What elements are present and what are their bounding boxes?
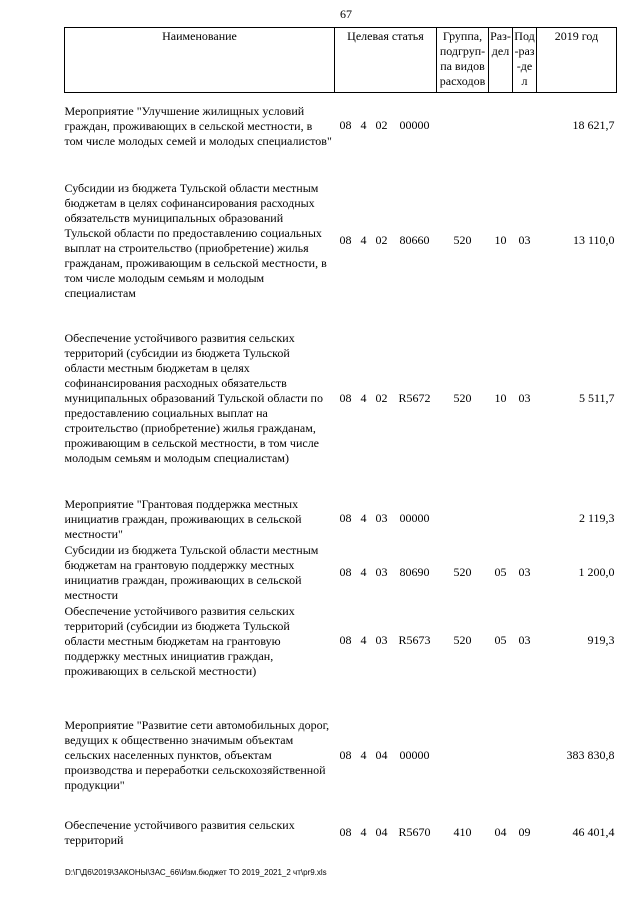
row-target-event: 02 (375, 232, 388, 247)
header-name: Наименование (65, 28, 335, 93)
row-name: Мероприятие "Улучшение жилищных условий граждан, проживающих в сельской местности, в том числе молодых семей и молодых специалистов" (64, 103, 332, 148)
row-amount: 919,3 (587, 633, 615, 647)
row-target-subprogram: 4 (360, 564, 367, 579)
header-subsection: Под-раз-дел (513, 28, 537, 93)
row-amount: 13 110,0 (572, 232, 615, 247)
row-target-event: 04 (375, 825, 388, 839)
row-amount: 18 621,7 (572, 118, 615, 133)
row-target-subprogram: 4 (360, 633, 367, 647)
row-target-event: 02 (375, 390, 388, 405)
row-section (489, 496, 513, 542)
row-section (489, 93, 513, 159)
page-number: 67 (340, 7, 352, 21)
table-row (65, 813, 617, 853)
row-group: 520 (453, 633, 472, 647)
row-group: 520 (453, 564, 472, 579)
row-section: 10 (494, 390, 507, 405)
table-row (65, 322, 617, 496)
row-target-program: 08 (339, 825, 352, 839)
row-subsection (513, 496, 537, 542)
row-target-program: 08 (339, 390, 352, 405)
table-row (65, 93, 617, 159)
row-target-subprogram: 4 (360, 118, 367, 133)
file-path-footer: D:\Г\Д6\2019\ЗАКОНЫ\ЗАС_66\Изм.бюджет ТО 2019_2021_2 чт\pr9.xls (65, 868, 327, 877)
row-name: Субсидии из бюджета Тульской области местным бюджетам в целях софинансирования расходных обязательств муниципальных образований Тульской области по предоставлению социальных выплат на строительство (приобретение) жилья гражданам, проживающим в сельской местности, в том числе молодым семьям и молодым специалистам (64, 180, 327, 300)
row-target-program: 08 (339, 232, 352, 247)
row-group (437, 496, 489, 542)
row-target-subprogram: 4 (360, 232, 367, 247)
row-amount: 46 401,4 (572, 825, 615, 839)
header-year: 2019 год (537, 28, 617, 93)
row-subsection: 09 (518, 825, 531, 839)
row-target-code: 80660 (399, 232, 430, 247)
row-name: Субсидии из бюджета Тульской области местным бюджетам на грантовую поддержку местных инициатив граждан, проживающих в сельской местности (64, 542, 319, 602)
row-name: Обеспечение устойчивого развития сельских территорий (субсидии из бюджета Тульской области местным бюджетам на грантовую поддержку местных инициатив граждан, проживающих в сельской местности) (64, 603, 295, 678)
row-section (489, 698, 513, 813)
row-group: 520 (453, 232, 472, 247)
row-name: Обеспечение устойчивого развития сельских территорий (субсидии из бюджета Тульской области местным бюджетам в целях софинансирования расходных обязательств муниципальных образований Тульской области по предоставлению социальных выплат на строительство (приобретение) жилья гражданам, проживающим в сельской местности, в том числе молодым семьям и молодым специалистам) (64, 331, 323, 465)
row-target-code: R5670 (398, 825, 431, 839)
table-body (65, 93, 617, 853)
row-target-code: R5672 (398, 390, 431, 405)
row-name: Мероприятие "Грантовая поддержка местных инициатив граждан, проживающих в сельской местности" (64, 496, 302, 541)
row-amount: 383 830,8 (566, 747, 615, 762)
row-section: 05 (494, 633, 507, 647)
row-subsection: 03 (518, 232, 531, 247)
row-target-program: 08 (339, 633, 352, 647)
row-section: 10 (494, 232, 507, 247)
row-section: 04 (494, 825, 507, 839)
row-target-subprogram: 4 (360, 747, 367, 762)
row-subsection: 03 (518, 633, 531, 647)
row-target-event: 03 (375, 564, 388, 579)
row-target-subprogram: 4 (360, 825, 367, 839)
header-target: Целевая статья (335, 28, 437, 93)
row-target-program: 08 (339, 747, 352, 762)
row-amount: 5 511,7 (578, 390, 615, 405)
table-row (65, 542, 617, 603)
table-row (65, 603, 617, 698)
row-target-code: 00000 (399, 747, 430, 762)
row-group (437, 93, 489, 159)
row-target-event: 02 (375, 118, 388, 133)
row-amount: 2 119,3 (578, 511, 615, 525)
budget-table (64, 27, 617, 853)
header-section: Раз-дел (489, 28, 513, 93)
table-row (65, 698, 617, 813)
row-target-event: 04 (375, 747, 388, 762)
row-subsection: 03 (518, 564, 531, 579)
row-group (437, 698, 489, 813)
row-target-program: 08 (339, 511, 352, 525)
row-target-code: R5673 (398, 633, 431, 647)
table-row (65, 496, 617, 542)
row-amount: 1 200,0 (578, 564, 615, 579)
row-target-subprogram: 4 (360, 390, 367, 405)
row-target-event: 03 (375, 633, 388, 647)
row-subsection (513, 93, 537, 159)
row-target-program: 08 (339, 564, 352, 579)
row-target-code: 00000 (399, 511, 430, 525)
row-group: 410 (453, 825, 472, 839)
header-group: Группа, подгруп-па видов расходов (437, 28, 489, 93)
row-section: 05 (494, 564, 507, 579)
row-group: 520 (453, 390, 472, 405)
row-name: Обеспечение устойчивого развития сельских территорий (64, 818, 295, 847)
row-target-program: 08 (339, 118, 352, 133)
table-row (65, 159, 617, 322)
row-subsection (513, 698, 537, 813)
row-target-code: 80690 (399, 564, 430, 579)
row-name: Мероприятие "Развитие сети автомобильных дорог, ведущих к общественно значимым объектам сельских населенных пунктов, объектам производства и переработки сельскохозяйственной продукции" (64, 718, 330, 792)
row-target-event: 03 (375, 511, 388, 525)
row-target-code: 00000 (399, 118, 430, 133)
row-target-subprogram: 4 (360, 511, 367, 525)
row-subsection: 03 (518, 390, 531, 405)
